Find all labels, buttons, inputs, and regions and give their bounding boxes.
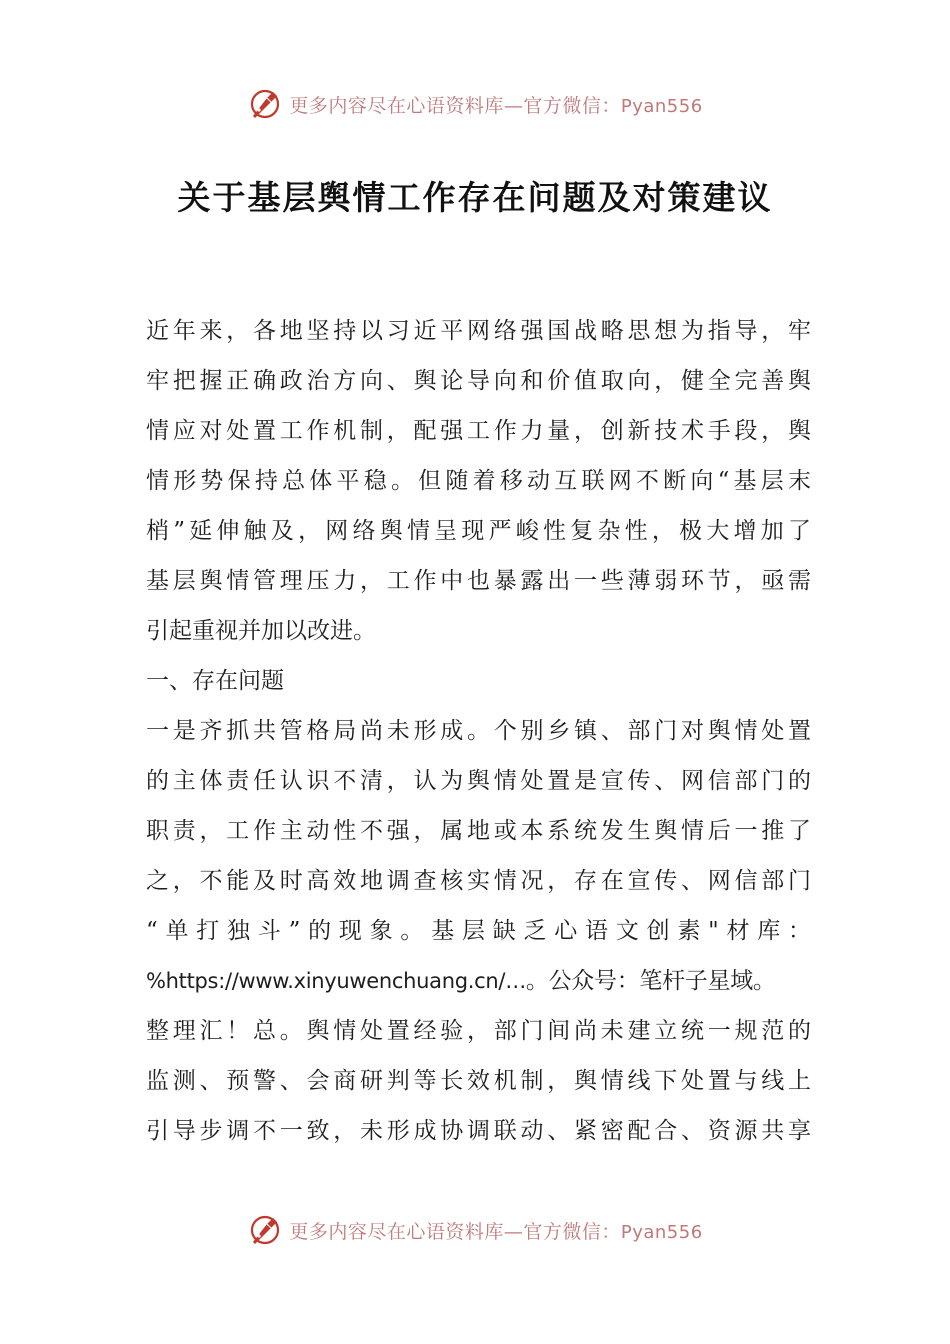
body-line: 职责，工作主动性不强，属地或本系统发生舆情后一推了 <box>146 818 811 844</box>
banner-text: 更多内容尽在心语资料库—官方微信：Pyan556 <box>289 1220 703 1243</box>
banner-text: 更多内容尽在心语资料库—官方微信：Pyan556 <box>289 94 703 117</box>
pen-nib-logo-icon <box>247 86 283 122</box>
body-line: 牢把握正确政治方向、舆论导向和价值取向，健全完善舆 <box>146 368 811 394</box>
body-line: 之，不能及时高效地调查核实情况，存在宣传、网信部门 <box>146 868 811 894</box>
body-line: 基层舆情管理压力，工作中也暴露出一些薄弱环节，亟需 <box>146 568 811 594</box>
body-line: 一是齐抓共管格局尚未形成。个别乡镇、部门对舆情处置 <box>146 718 811 744</box>
body-line: 情形势保持总体平稳。但随着移动互联网不断向“基层末 <box>146 468 811 494</box>
footer-banner <box>0 1208 950 1252</box>
body-line: 引起重视并加以改进。 <box>146 618 376 644</box>
body-line: 引导步调不一致，未形成协调联动、紧密配合、资源共享 <box>146 1118 811 1144</box>
url-trailing-text: 。公众号：笔杆子星域。 <box>525 968 776 994</box>
document-body <box>146 306 811 1156</box>
url-text: %https://www.xinyuwenchuang.cn/… <box>146 969 526 993</box>
body-line: 的主体责任认识不清，认为舆情处置是宣传、网信部门的 <box>146 768 811 794</box>
body-line-url <box>146 956 811 1006</box>
body-line: 近年来，各地坚持以习近平网络强国战略思想为指导，牢 <box>146 318 811 344</box>
pen-nib-logo-icon <box>247 1212 283 1248</box>
body-line: 整理汇！总。舆情处置经验，部门间尚未建立统一规范的 <box>146 1018 811 1044</box>
body-line: 情应对处置工作机制，配强工作力量，创新技术手段，舆 <box>146 418 811 444</box>
header-banner <box>0 82 950 126</box>
document-title: 关于基层舆情工作存在问题及对策建议 <box>177 178 773 217</box>
section-heading: 一、存在问题 <box>146 668 284 694</box>
body-line: 梢”延伸触及，网络舆情呈现严峻性复杂性，极大增加了 <box>146 518 811 544</box>
body-line: “单打独斗”的现象。基层缺乏心语文创素"材库： <box>146 918 811 944</box>
body-line: 监测、预警、会商研判等长效机制，舆情线下处置与线上 <box>146 1068 811 1094</box>
